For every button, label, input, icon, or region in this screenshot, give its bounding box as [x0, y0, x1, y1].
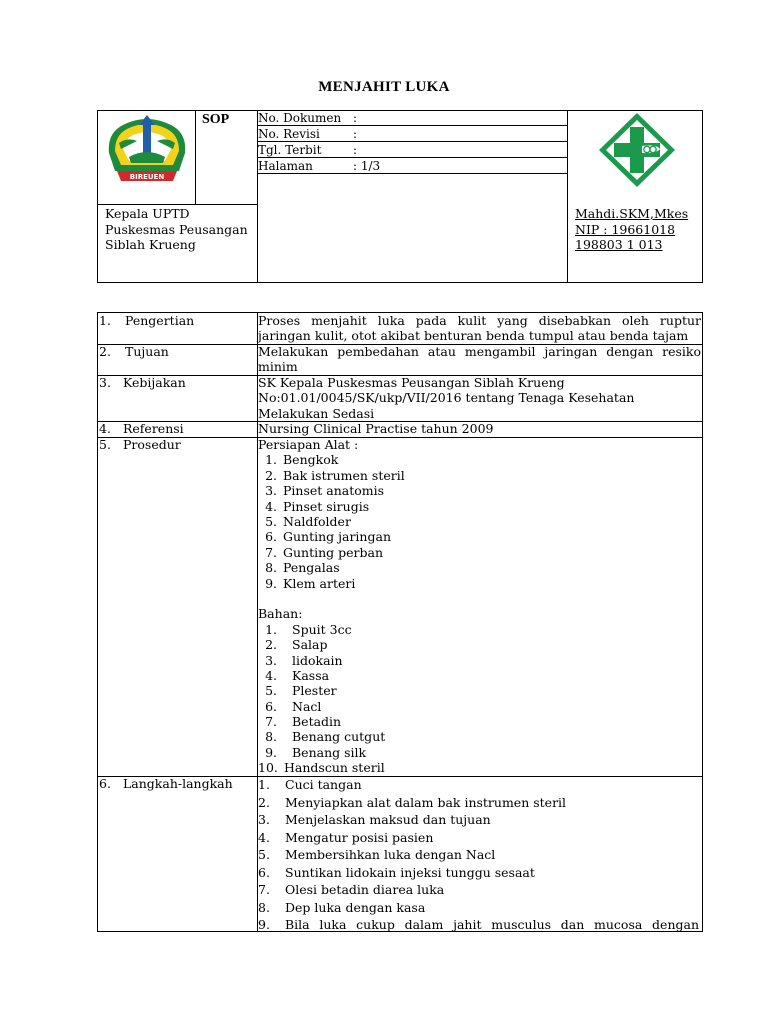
list-item: 7. Gunting perban — [265, 544, 384, 560]
doc-field-revision: No. Revisi : — [258, 127, 358, 141]
divider — [567, 111, 568, 283]
alat-heading: Persiapan Alat : — [258, 437, 359, 452]
divider — [98, 204, 258, 205]
list-item: 8. Dep luka dengan kasa — [258, 899, 426, 915]
list-item: 1. Cuci tangan — [258, 777, 362, 792]
list-item: 9. Bila luka cukup dalam jahit musculus dan mucosa dengan — [258, 917, 699, 932]
list-item: 6. Gunting jaringan — [265, 529, 391, 545]
pengertian-text: Proses menjahit luka pada kulit yang disebabkan oleh ruptur jaringan kulit, otot akibat benturan benda tumpul atau benda tajam — [258, 313, 701, 344]
list-item: 4. Kassa — [265, 667, 330, 683]
sop-header-table — [97, 110, 703, 283]
alat-list — [258, 452, 701, 591]
list-item: 1. Spuit 3cc — [265, 621, 352, 637]
puskesmas-logo — [596, 111, 678, 189]
kebijakan-text: SK Kepala Puskesmas Peusangan Siblah Krueng No:01.01/0045/SK/ukp/VII/2016 tentang Tenaga Kesehatan Melakukan Sedasi — [258, 375, 635, 421]
divider — [195, 111, 196, 204]
referensi-text: Nursing Clinical Practise tahun 2009 — [258, 421, 494, 436]
tujuan-text: Melakukan pembedahan atau mengambil jaringan dengan resiko minim — [258, 344, 701, 375]
list-item: 9. Benang silk — [265, 744, 367, 760]
bahan-list — [258, 622, 701, 776]
list-item: 6. Suntikan lidokain injeksi tunggu sesaat — [258, 864, 535, 880]
sop-content-table: 1. Pengertian 2. Tujuan 3. Kebijakan 4. Referensi 5. Prosedur 6. Langkah-langkah Proses menjahit luka pada kulit yang disebabkan oleh ruptur jaringan kulit, otot akibat benturan benda tumpul atau benda tajam Melakukan pembedahan atau mengambil jaringan dengan resiko minim SK Kepala Puskesmas Peusangan Siblah Krueng No:01.01/0045/SK/ukp/VII/2016 tentang Tenaga Kesehatan Melakukan Sedasi Nursing Clinical Practise tahun 2009 Persiapan Alat : 1. Bengkok 2. Bak istrumen steril 3. Pinset anatomis 4. Pinset sirugis 5. Naldfolder 6. Gunting jaringan 7. Gunting perban 8. Pengalas 9. Klem arteri Bahan: 1. Spuit 3cc 2. Salap 3. lidokain 4. Kassa 5. Plester 6. Nacl 7. Betadin 8. Benang cutgut 9. Benang silk 10. Handscun steril 1. Cuci tangan 2. Menyiapkan alat dalam bak instrumen steril 3. Menjelaskan maksud dan tujuan 4. Mengatur posisi pasien 5. Membersihkan luka dengan Nacl 6. Suntikan lidokain injeksi tunggu sesaat 7. Olesi betadin diarea luka 8. Dep luka dengan kasa 9. Bila luka cukup dalam jahit musculus dan mucosa dengan — [97, 312, 703, 932]
list-item: 7. Betadin — [265, 714, 342, 730]
list-item: 3. Pinset anatomis — [265, 483, 385, 499]
list-item: 5. Plester — [265, 683, 337, 699]
right-signatory: Mahdi.SKM,Mkes NIP : 19661018 198803 1 013 — [575, 206, 689, 252]
list-item: 5. Naldfolder — [265, 513, 351, 529]
list-item: 1. Bengkok — [265, 452, 339, 468]
list-item: 4. Pinset sirugis — [265, 498, 370, 514]
svg-text:BIREUEN: BIREUEN — [129, 173, 165, 181]
page-title: MENJAHIT LUKA — [318, 79, 450, 95]
langkah-content — [258, 777, 701, 935]
bireuen-logo — [103, 113, 191, 189]
list-item: 2. Bak istrumen steril — [265, 467, 405, 483]
list-item: 3. lidokain — [265, 652, 343, 668]
doc-field-page: Halaman : 1/3 — [258, 159, 381, 173]
list-item: 5. Membersihkan luka dengan Nacl — [258, 847, 496, 862]
list-item: 7. Olesi betadin diarea luka — [258, 882, 445, 897]
list-item: 4. Mengatur posisi pasien — [258, 829, 434, 845]
list-item: 10. Handscun steril — [258, 760, 385, 776]
list-item: 9. Klem arteri — [265, 575, 356, 591]
doc-field-number: No. Dokumen : — [258, 111, 358, 125]
list-item: 6. Nacl — [265, 698, 322, 714]
prosedur-content — [258, 437, 701, 776]
list-item: 2. Menyiapkan alat dalam bak instrumen steril — [258, 794, 567, 810]
list-item: 3. Menjelaskan maksud dan tujuan — [258, 812, 491, 827]
list-item: 8. Benang cutgut — [265, 729, 386, 745]
list-item: 2. Salap — [265, 637, 328, 653]
langkah-list — [258, 777, 701, 935]
bahan-heading: Bahan: — [258, 606, 303, 622]
sop-label: SOP — [202, 112, 230, 127]
doc-field-date: Tgl. Terbit : — [258, 143, 358, 157]
list-item: 8. Pengalas — [265, 560, 340, 576]
left-signatory: Kepala UPTD Puskesmas Peusangan Siblah Krueng — [105, 206, 248, 252]
